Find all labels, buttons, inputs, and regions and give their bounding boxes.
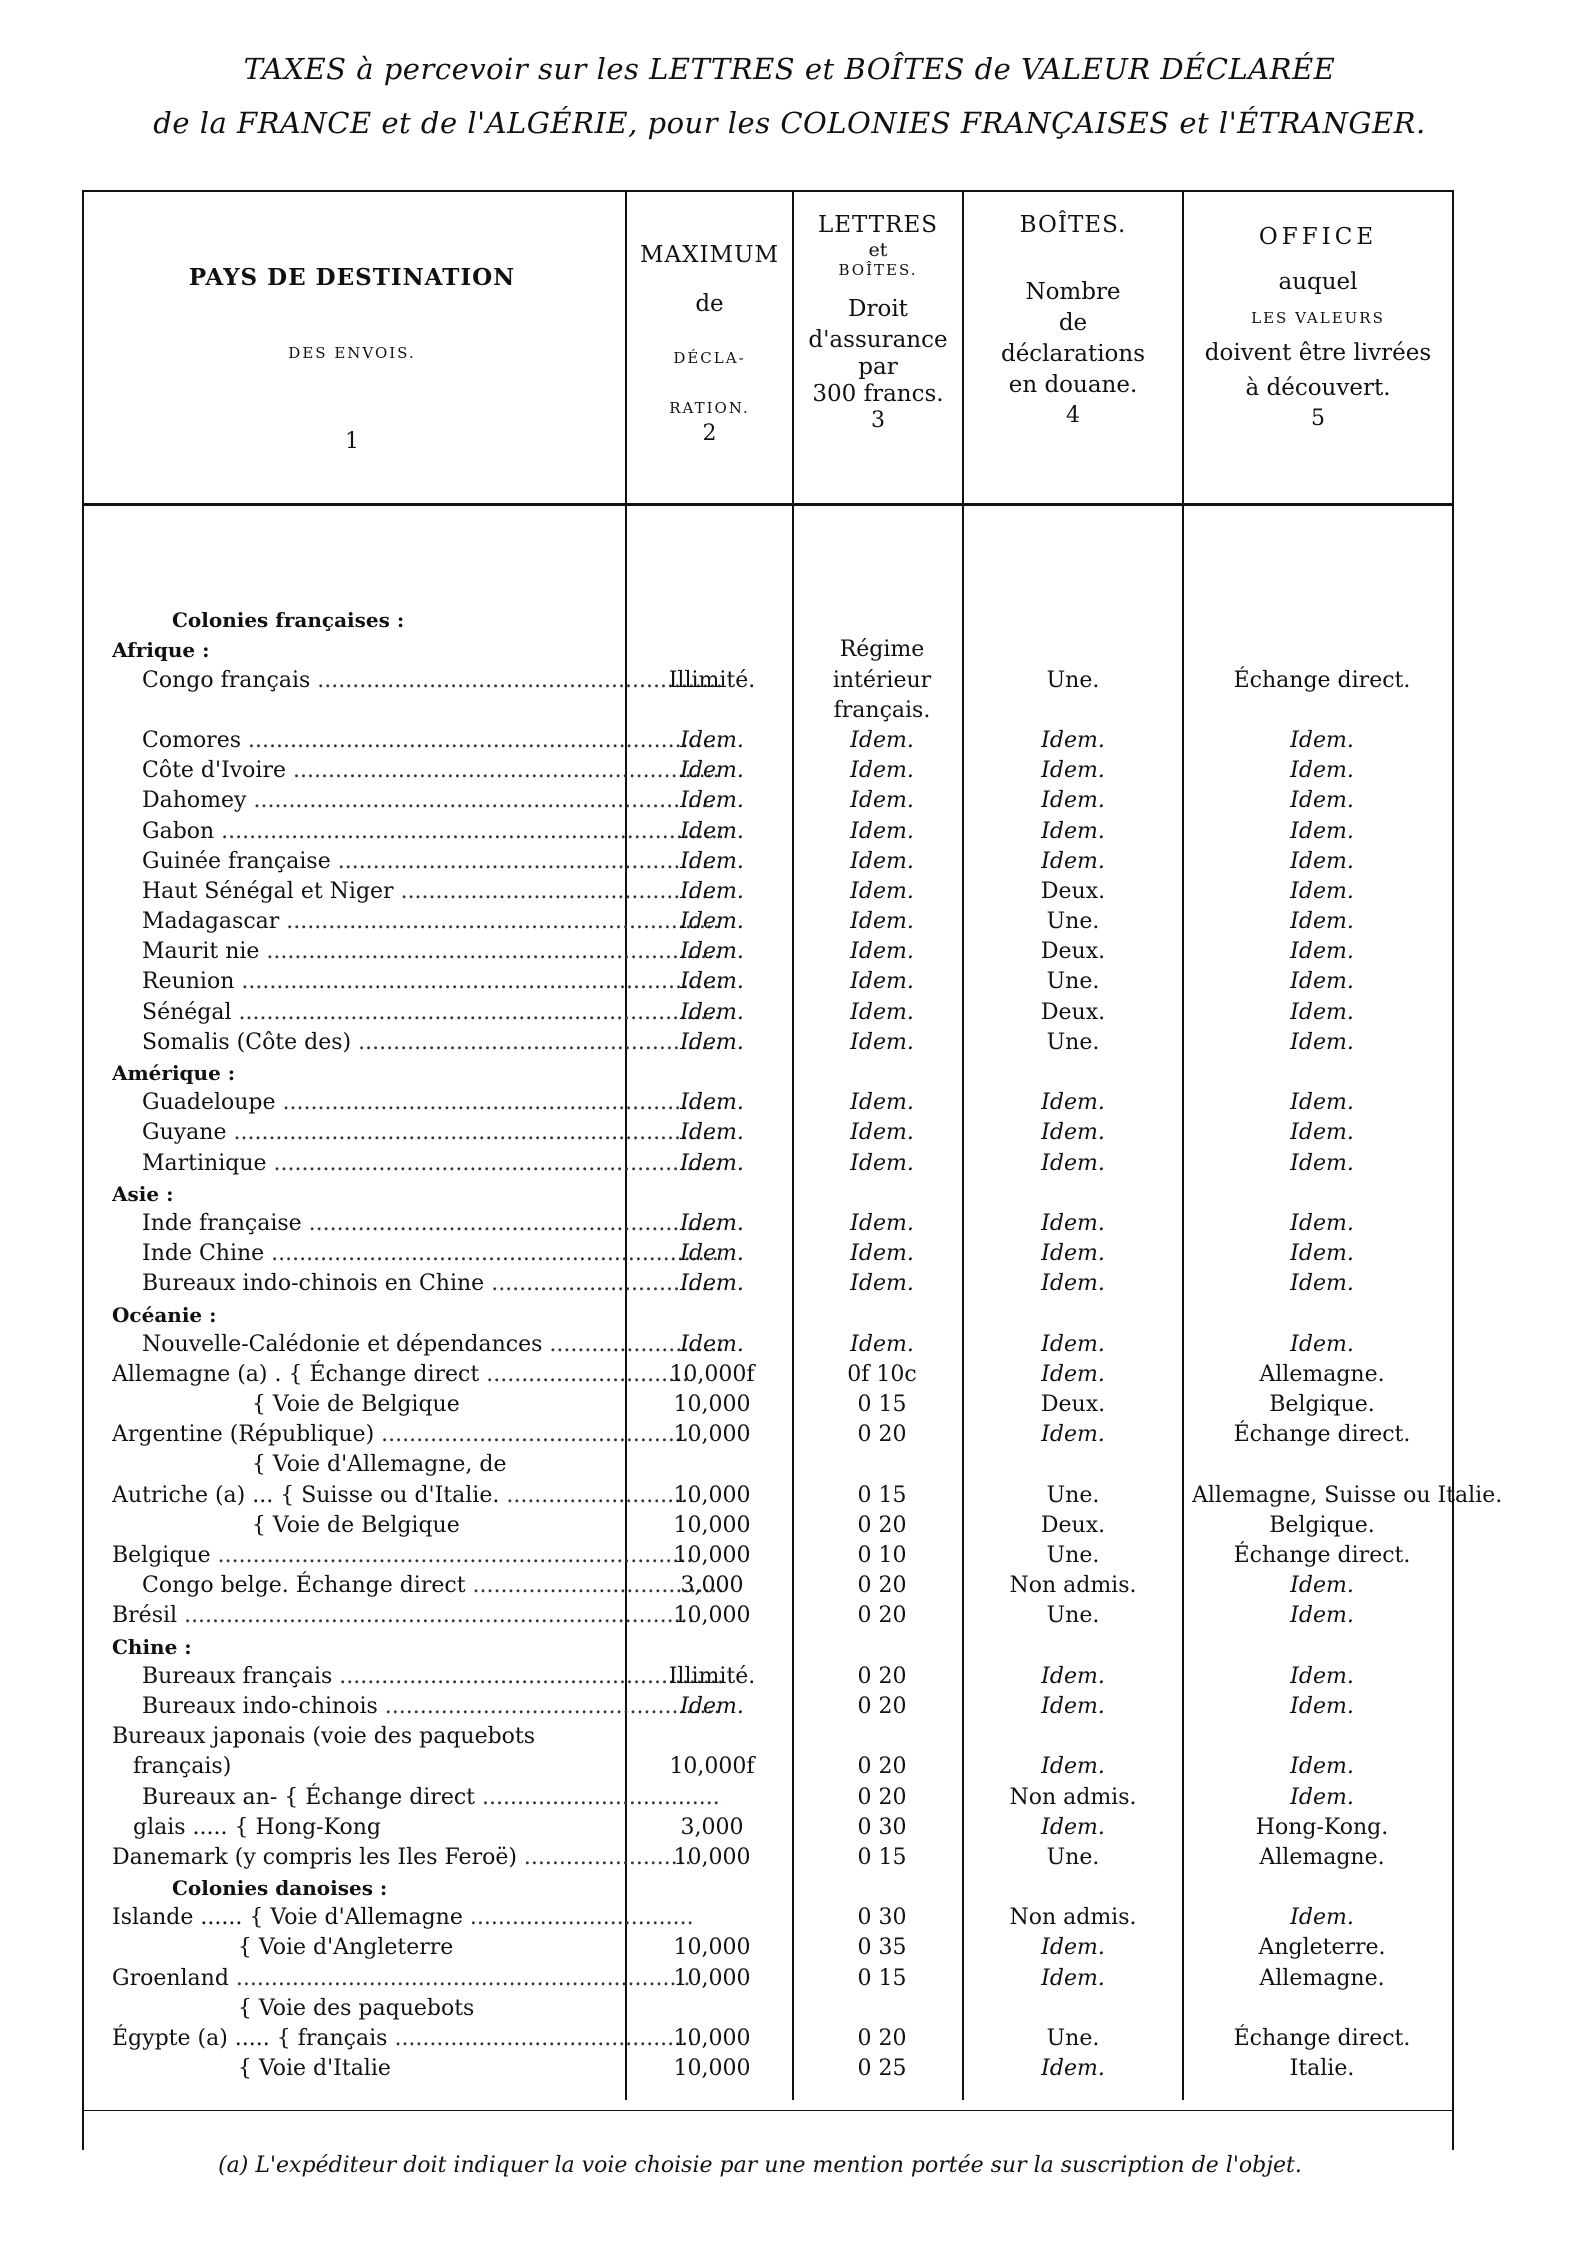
table-row	[82, 1903, 1454, 1933]
table-row	[82, 666, 1454, 696]
declarations-cell: Une.	[1046, 1844, 1100, 1870]
table-row	[82, 1964, 1454, 1994]
droit-cell: 0 20	[857, 2026, 907, 2051]
declarations-cell: Idem.	[1041, 1422, 1105, 1448]
maximum-cell: Idem.	[680, 1210, 744, 1236]
declarations-cell: Idem.	[1041, 1090, 1105, 1116]
tariff-table	[82, 190, 1503, 2178]
table-row	[82, 1209, 1454, 1239]
destination-cell: Argentine (République) .....	[112, 1420, 692, 1450]
office-cell: Échange direct.	[1233, 667, 1411, 693]
office-cell: Allemagne.	[1259, 1361, 1385, 1387]
table-row	[82, 1692, 1454, 1722]
table-row	[82, 1390, 1454, 1420]
maximum-cell: Idem.	[680, 727, 744, 753]
maximum-cell: Idem.	[680, 788, 744, 814]
droit-cell: 0 15	[857, 1844, 907, 1870]
table-row	[82, 1873, 1454, 1903]
destination-cell: Somalis (Côte des) .....	[142, 1028, 722, 1058]
table-row	[82, 877, 1454, 907]
office-cell: Idem.	[1290, 1331, 1354, 1357]
office-cell: Idem.	[1290, 758, 1354, 784]
destination-cell: Bureaux indo-chinois en Chine .....	[142, 1269, 722, 1299]
declarations-cell: Idem.	[1041, 1935, 1105, 1961]
table-row	[82, 1330, 1454, 1360]
header-maximum: MAXIMUM de DÉCLA- RATION. 2	[639, 242, 780, 446]
droit-cell: Idem.	[850, 878, 914, 904]
maximum-cell: 3,000	[680, 1814, 744, 1840]
table-row	[82, 756, 1454, 786]
droit-cell: 0 20	[857, 1512, 907, 1538]
destination-cell: Asie :	[112, 1181, 174, 1206]
destination-cell: Inde française .....	[142, 1209, 722, 1239]
maximum-cell: 10,000	[673, 2056, 751, 2082]
office-cell: Idem.	[1290, 818, 1354, 844]
table-row	[82, 1179, 1454, 1209]
declarations-cell: Idem.	[1041, 1814, 1105, 1840]
droit-cell: Idem.	[850, 1090, 914, 1116]
header-droit-assurance: LETTRES et BOÎTES. Droit d'assurance par 300 francs. 3	[808, 212, 948, 434]
table-row	[82, 1088, 1454, 1118]
maximum-cell: Idem.	[680, 909, 744, 935]
office-cell: Idem.	[1290, 1029, 1354, 1055]
table-row	[82, 1481, 1503, 1511]
destination-cell: Égypte (a) ..... { français .....	[112, 2024, 692, 2054]
office-cell: Échange direct.	[1233, 2026, 1411, 2051]
table-row	[82, 726, 1454, 756]
droit-cell: 0 25	[857, 2056, 907, 2082]
table-row	[82, 1511, 1454, 1541]
maximum-cell: Idem.	[680, 1693, 744, 1719]
maximum-cell: 10,000	[673, 1844, 751, 1870]
office-cell: Idem.	[1290, 1905, 1354, 1931]
declarations-cell: Non admis.	[1009, 1905, 1137, 1931]
droit-cell: 0 20	[857, 1784, 907, 1810]
droit-cell: 0 15	[857, 1392, 907, 1418]
droit-cell: 0 30	[857, 1905, 907, 1931]
table-row	[82, 1149, 1454, 1179]
destination-cell: Dahomey .....	[142, 786, 722, 816]
table-row	[82, 635, 1454, 665]
office-cell: Idem.	[1290, 1663, 1354, 1689]
droit-cell: 0 20	[857, 1754, 907, 1780]
declarations-cell: Idem.	[1041, 1210, 1105, 1236]
maximum-cell: 3,000	[680, 1573, 744, 1599]
destination-cell: { Voie d'Italie	[112, 2056, 391, 2082]
maximum-cell: Idem.	[680, 969, 744, 995]
destination-cell: Brésil .....	[112, 1601, 692, 1631]
maximum-cell: Idem.	[680, 758, 744, 784]
top-rule	[82, 190, 1454, 192]
destination-cell: Allemagne (a) . { Échange direct .....	[112, 1360, 692, 1390]
droit-cell: Idem.	[850, 909, 914, 935]
table-row	[82, 1269, 1454, 1299]
table-row	[82, 575, 1454, 605]
maximum-cell: Idem.	[680, 1271, 744, 1297]
table-row	[82, 1028, 1454, 1058]
declarations-cell: Idem.	[1041, 1693, 1105, 1719]
declarations-cell: Une.	[1046, 1603, 1100, 1629]
table-row	[82, 2054, 1454, 2084]
table-row	[82, 696, 1454, 726]
droit-cell: Idem.	[850, 939, 914, 965]
maximum-cell: Idem.	[680, 999, 744, 1025]
table-row	[82, 1752, 1454, 1782]
destination-cell: { Voie d'Allemagne, de	[112, 1452, 507, 1478]
droit-cell: Régime	[839, 637, 925, 663]
destination-cell: Congo français .....	[142, 666, 722, 696]
droit-cell: 0 20	[857, 1693, 907, 1719]
droit-cell: français.	[833, 697, 931, 723]
maximum-cell: Idem.	[680, 1029, 744, 1055]
destination-cell: français)	[112, 1754, 232, 1780]
table-row	[82, 1300, 1454, 1330]
destination-cell: { Voie de Belgique	[112, 1512, 460, 1538]
maximum-cell: Idem.	[680, 1090, 744, 1116]
table-row	[82, 1601, 1454, 1631]
declarations-cell: Idem.	[1041, 848, 1105, 874]
maximum-cell: 10,000	[673, 2026, 751, 2051]
destination-cell: Bureaux japonais (voie des paquebots	[112, 1724, 536, 1750]
droit-cell: intérieur	[832, 667, 932, 693]
table-row	[82, 1420, 1454, 1450]
declarations-cell: Idem.	[1041, 1754, 1105, 1780]
declarations-cell: Idem.	[1041, 727, 1105, 753]
office-cell: Idem.	[1290, 1210, 1354, 1236]
droit-cell: 0 10	[857, 1543, 907, 1568]
table-row	[82, 1118, 1454, 1148]
destination-cell: Maurit nie .....	[142, 937, 722, 967]
declarations-cell: Une.	[1046, 1029, 1100, 1055]
footnote: (a) L'expéditeur doit indiquer la voie choisie par une mention portée sur la suscription de l'objet.	[218, 2153, 1302, 2178]
declarations-cell: Idem.	[1041, 1150, 1105, 1176]
table-row	[82, 1541, 1454, 1571]
maximum-cell: Idem.	[680, 1241, 744, 1267]
declarations-cell: Idem.	[1041, 2056, 1105, 2082]
destination-cell: Reunion .....	[142, 967, 722, 997]
maximum-cell: 10,000	[673, 1603, 751, 1629]
maximum-cell: Idem.	[680, 1331, 744, 1357]
table-row	[82, 907, 1454, 937]
header-boites-declarations: BOÎTES. Nombre de déclarations en douane. 4	[1000, 212, 1146, 429]
destination-cell: Madagascar .....	[142, 907, 722, 937]
declarations-cell: Idem.	[1041, 1120, 1105, 1146]
office-cell: Échange direct.	[1233, 1543, 1411, 1568]
destination-cell: Congo belge. Échange direct .....	[142, 1571, 722, 1601]
declarations-cell: Deux.	[1040, 999, 1106, 1025]
maximum-cell: Idem.	[680, 818, 744, 844]
declarations-cell: Non admis.	[1009, 1784, 1137, 1810]
table-row	[82, 998, 1454, 1028]
office-cell: Idem.	[1290, 1693, 1354, 1719]
droit-cell: Idem.	[850, 1271, 914, 1297]
droit-cell: Idem.	[850, 999, 914, 1025]
destination-cell: Groenland .....	[112, 1964, 692, 1994]
droit-cell: 0 20	[857, 1422, 907, 1448]
office-cell: Idem.	[1290, 1784, 1354, 1810]
table-row	[82, 1813, 1454, 1843]
table-row	[82, 967, 1454, 997]
office-cell: Angleterre.	[1258, 1935, 1386, 1961]
table-row	[82, 1632, 1454, 1662]
destination-cell: Colonies danoises :	[172, 1876, 388, 1901]
declarations-cell: Idem.	[1041, 1663, 1105, 1689]
destination-cell: Chine :	[112, 1634, 192, 1659]
declarations-cell: Idem.	[1041, 758, 1105, 784]
table-row	[82, 817, 1454, 847]
table-row	[82, 937, 1454, 967]
droit-cell: 0 15	[857, 1965, 907, 1991]
office-cell: Échange direct.	[1233, 1422, 1411, 1448]
droit-cell: Idem.	[850, 1120, 914, 1146]
declarations-cell: Idem.	[1041, 1965, 1105, 1991]
maximum-cell: Illimité.	[668, 667, 756, 693]
maximum-cell: Idem.	[680, 1120, 744, 1146]
table-row	[82, 1360, 1454, 1390]
office-cell: Idem.	[1290, 788, 1354, 814]
office-cell: Belgique.	[1269, 1512, 1375, 1538]
table-row	[82, 605, 1454, 635]
destination-cell: { Voie d'Angleterre	[112, 1935, 454, 1961]
destination-cell: Guyane .....	[142, 1118, 722, 1148]
destination-cell: { Voie de Belgique	[112, 1392, 460, 1418]
declarations-cell: Idem.	[1041, 1241, 1105, 1267]
destination-cell: Belgique .....	[112, 1541, 692, 1571]
declarations-cell: Une.	[1046, 909, 1100, 935]
declarations-cell: Non admis.	[1009, 1573, 1137, 1599]
destination-cell: Côte d'Ivoire .....	[142, 756, 722, 786]
declarations-cell: Idem.	[1041, 1361, 1105, 1387]
droit-cell: 0 30	[857, 1814, 907, 1840]
maximum-cell: Illimité.	[668, 1663, 756, 1689]
office-cell: Idem.	[1290, 909, 1354, 935]
declarations-cell: Une.	[1046, 667, 1100, 693]
office-cell: Idem.	[1290, 999, 1354, 1025]
droit-cell: 0f 10c	[847, 1361, 917, 1387]
droit-cell: Idem.	[850, 818, 914, 844]
destination-cell: Autriche (a) ... { Suisse ou d'Italie. .....	[112, 1481, 692, 1511]
office-cell: Idem.	[1290, 848, 1354, 874]
maximum-cell: 10,000	[673, 1512, 751, 1538]
office-cell: Idem.	[1290, 1754, 1354, 1780]
destination-cell: Guadeloupe .....	[142, 1088, 722, 1118]
table-row	[82, 1933, 1454, 1963]
droit-cell: Idem.	[850, 848, 914, 874]
table-row	[82, 2024, 1454, 2054]
header-destination: PAYS DE DESTINATION DES ENVOIS. 1	[188, 264, 516, 455]
droit-cell: 0 20	[857, 1603, 907, 1629]
maximum-cell: Idem.	[680, 939, 744, 965]
declarations-cell: Une.	[1046, 969, 1100, 995]
table-row	[82, 1058, 1454, 1088]
destination-cell: Sénégal .....	[142, 998, 722, 1028]
office-cell: Idem.	[1290, 1603, 1354, 1629]
droit-cell: Idem.	[850, 1331, 914, 1357]
table-row	[82, 1783, 1454, 1813]
declarations-cell: Deux.	[1040, 878, 1106, 904]
maximum-cell: Idem.	[680, 1150, 744, 1176]
destination-cell: Océanie :	[112, 1302, 217, 1327]
table-row	[82, 786, 1454, 816]
declarations-cell: Deux.	[1040, 939, 1106, 965]
maximum-cell: 10,000f	[669, 1754, 755, 1780]
table-row	[82, 1450, 1454, 1480]
destination-cell: { Voie des paquebots	[112, 1995, 475, 2021]
maximum-cell: 10,000	[673, 1543, 751, 1568]
declarations-cell: Idem.	[1041, 818, 1105, 844]
office-cell: Idem.	[1290, 1241, 1354, 1267]
table-row	[82, 1239, 1454, 1269]
office-cell: Allemagne, Suisse ou Italie.	[1192, 1482, 1503, 1508]
droit-cell: Idem.	[850, 1029, 914, 1055]
droit-cell: Idem.	[850, 969, 914, 995]
declarations-cell: Idem.	[1041, 788, 1105, 814]
destination-cell: Comores .....	[142, 726, 722, 756]
droit-cell: Idem.	[850, 1150, 914, 1176]
title-line-1: TAXES à percevoir sur les LETTRES et BOÎTES de VALEUR DÉCLARÉE	[243, 52, 1336, 86]
office-cell: Idem.	[1290, 969, 1354, 995]
destination-cell: Guinée française .....	[142, 847, 722, 877]
declarations-cell: Deux.	[1040, 1512, 1106, 1538]
destination-cell: Afrique :	[112, 638, 210, 663]
office-cell: Belgique.	[1269, 1392, 1375, 1418]
title-line-2: de la FRANCE et de l'ALGÉRIE, pour les COLONIES FRANÇAISES et l'ÉTRANGER.	[153, 106, 1426, 140]
destination-cell: Bureaux indo-chinois .....	[142, 1692, 722, 1722]
header-rule	[82, 503, 1454, 506]
table-row	[82, 1722, 1454, 1752]
destination-cell: Bureaux an- { Échange direct .....	[142, 1783, 722, 1813]
maximum-cell: Idem.	[680, 848, 744, 874]
droit-cell: Idem.	[850, 758, 914, 784]
droit-cell: 0 15	[857, 1482, 907, 1508]
declarations-cell: Idem.	[1041, 1271, 1105, 1297]
droit-cell: Idem.	[850, 1241, 914, 1267]
destination-cell: Danemark (y compris les Iles Feroë) .....	[112, 1843, 692, 1873]
office-cell: Idem.	[1290, 1573, 1354, 1599]
maximum-cell: Idem.	[680, 878, 744, 904]
maximum-cell: 10,000	[673, 1422, 751, 1448]
destination-cell: Gabon .....	[142, 817, 722, 847]
maximum-cell: 10,000	[673, 1482, 751, 1508]
table-row	[82, 1571, 1454, 1601]
office-cell: Idem.	[1290, 1120, 1354, 1146]
droit-cell: 0 35	[857, 1935, 907, 1961]
office-cell: Idem.	[1290, 1150, 1354, 1176]
declarations-cell: Une.	[1046, 2026, 1100, 2051]
destination-cell: Bureaux français .....	[142, 1662, 722, 1692]
office-cell: Hong-Kong.	[1255, 1814, 1389, 1840]
destination-cell: Amérique :	[112, 1061, 236, 1085]
table-row	[82, 1662, 1454, 1692]
declarations-cell: Deux.	[1040, 1392, 1106, 1418]
office-cell: Allemagne.	[1259, 1844, 1385, 1870]
maximum-cell: 10,000	[673, 1392, 751, 1418]
declarations-cell: Une.	[1046, 1482, 1100, 1508]
header-office: OFFICE auquel LES VALEURS doivent être livrées à découvert. 5	[1204, 224, 1432, 432]
droit-cell: Idem.	[850, 727, 914, 753]
table-row	[82, 1843, 1454, 1873]
maximum-cell: 10,000	[673, 1935, 751, 1961]
office-cell: Idem.	[1290, 878, 1354, 904]
declarations-cell: Une.	[1046, 1543, 1100, 1568]
destination-cell: Islande ...... { Voie d'Allemagne .....	[112, 1903, 692, 1933]
maximum-cell: 10,000	[673, 1965, 751, 1991]
destination-cell: Haut Sénégal et Niger .....	[142, 877, 722, 907]
droit-cell: Idem.	[850, 788, 914, 814]
office-cell: Allemagne.	[1259, 1965, 1385, 1991]
table-body	[82, 575, 1503, 2084]
office-cell: Italie.	[1289, 2056, 1355, 2082]
droit-cell: Idem.	[850, 1210, 914, 1236]
maximum-cell: 10,000f	[669, 1361, 755, 1387]
destination-cell: Inde Chine .....	[142, 1239, 722, 1269]
destination-cell: Colonies françaises :	[172, 608, 405, 633]
table-row	[82, 1994, 1454, 2024]
droit-cell: 0 20	[857, 1663, 907, 1689]
office-cell: Idem.	[1290, 939, 1354, 965]
destination-cell: Martinique .....	[142, 1149, 722, 1179]
destination-cell: glais ..... { Hong-Kong	[112, 1814, 381, 1840]
office-cell: Idem.	[1290, 1090, 1354, 1116]
office-cell: Idem.	[1290, 1271, 1354, 1297]
droit-cell: 0 20	[857, 1573, 907, 1599]
office-cell: Idem.	[1290, 727, 1354, 753]
declarations-cell: Idem.	[1041, 1331, 1105, 1357]
destination-cell: Nouvelle-Calédonie et dépendances .....	[142, 1330, 722, 1360]
footnote-rule	[82, 2110, 1454, 2111]
table-row	[82, 847, 1454, 877]
